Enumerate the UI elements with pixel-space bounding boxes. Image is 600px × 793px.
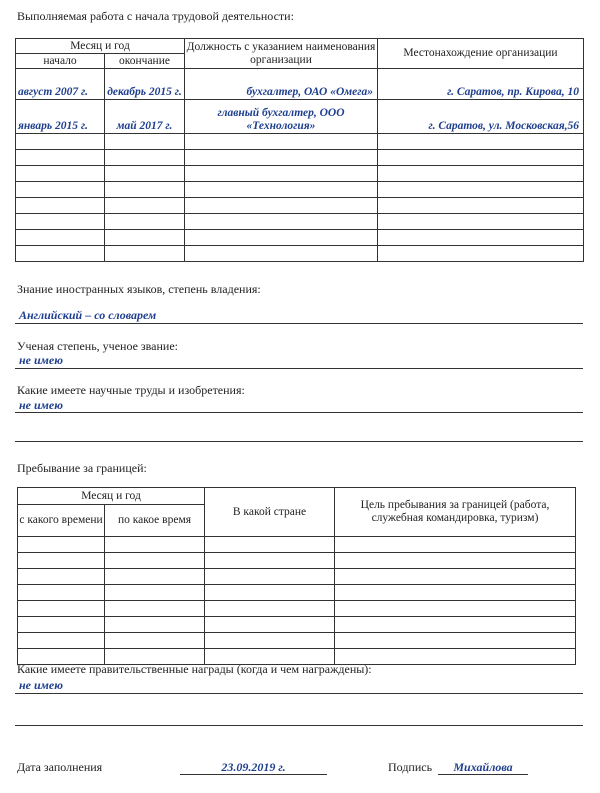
work-position-cell[interactable]: главный бухгалтер, ООО «Технология»	[185, 100, 378, 134]
works-value[interactable]: не имею	[19, 398, 63, 412]
work-history-heading: Выполняемая работа с начала трудовой деятельности:	[17, 9, 294, 23]
degree-underline	[15, 368, 583, 369]
work-location-cell[interactable]: г. Саратов, пр. Кирова, 10	[378, 69, 584, 100]
end-header: окончание	[105, 54, 185, 69]
table-row	[16, 100, 584, 134]
table-row	[16, 182, 584, 198]
country-header: В какой стране	[205, 488, 335, 537]
start-header: начало	[16, 54, 105, 69]
languages-underline	[15, 323, 583, 324]
from-header: с какого времени	[18, 505, 105, 537]
table-row	[16, 150, 584, 166]
awards-underline	[15, 693, 583, 694]
abroad-table	[17, 487, 576, 665]
table-row	[18, 601, 576, 617]
work-end-cell[interactable]: май 2017 г.	[105, 100, 185, 134]
table-row	[16, 69, 584, 100]
works-extra-line	[15, 441, 583, 442]
works-label: Какие имеете научные труды и изобретения:	[17, 383, 245, 397]
table-row	[16, 246, 584, 262]
signature-label: Подпись	[388, 760, 433, 774]
work-start-cell[interactable]: январь 2015 г.	[16, 100, 105, 134]
work-start-cell[interactable]: август 2007 г.	[16, 69, 105, 100]
date-label: Дата заполнения	[17, 760, 103, 774]
table-row	[18, 617, 576, 633]
signature-value[interactable]: Михайлова	[453, 760, 513, 774]
degree-label: Ученая степень, ученое звание:	[17, 339, 178, 353]
degree-value[interactable]: не имею	[19, 353, 63, 367]
table-row	[18, 569, 576, 585]
work-position-cell[interactable]: бухгалтер, ОАО «Омега»	[185, 69, 378, 100]
works-underline	[15, 412, 583, 413]
awards-value[interactable]: не имею	[19, 678, 63, 692]
work-location-cell[interactable]: г. Саратов, ул. Московская,56	[378, 100, 584, 134]
position-header: Должность с указанием наименования организации	[185, 39, 378, 69]
table-row	[16, 198, 584, 214]
languages-value[interactable]: Английский – со словарем	[19, 308, 157, 322]
languages-label: Знание иностранных языков, степень владения:	[17, 282, 261, 296]
table-row	[18, 633, 576, 649]
signature-underline	[438, 774, 528, 775]
table-row	[18, 585, 576, 601]
table-row	[18, 537, 576, 553]
table-row	[16, 134, 584, 150]
abroad-month-year-header: Месяц и год	[18, 488, 205, 505]
to-header: по какое время	[105, 505, 205, 537]
work-history-table	[15, 38, 584, 262]
date-underline	[180, 774, 327, 775]
table-row	[16, 166, 584, 182]
date-value[interactable]: 23.09.2019 г.	[221, 760, 286, 774]
table-row	[18, 553, 576, 569]
awards-extra-line	[15, 725, 583, 726]
location-header: Местонахождение организации	[378, 39, 584, 69]
table-row	[16, 230, 584, 246]
work-end-cell[interactable]: декабрь 2015 г.	[105, 69, 185, 100]
abroad-heading: Пребывание за границей:	[17, 461, 147, 475]
awards-label: Какие имеете правительственные награды (когда и чем награждены):	[17, 662, 372, 676]
purpose-header: Цель пребывания за границей (работа, служебная командировка, туризм)	[335, 488, 576, 537]
table-row	[16, 214, 584, 230]
month-year-header: Месяц и год	[16, 39, 185, 54]
